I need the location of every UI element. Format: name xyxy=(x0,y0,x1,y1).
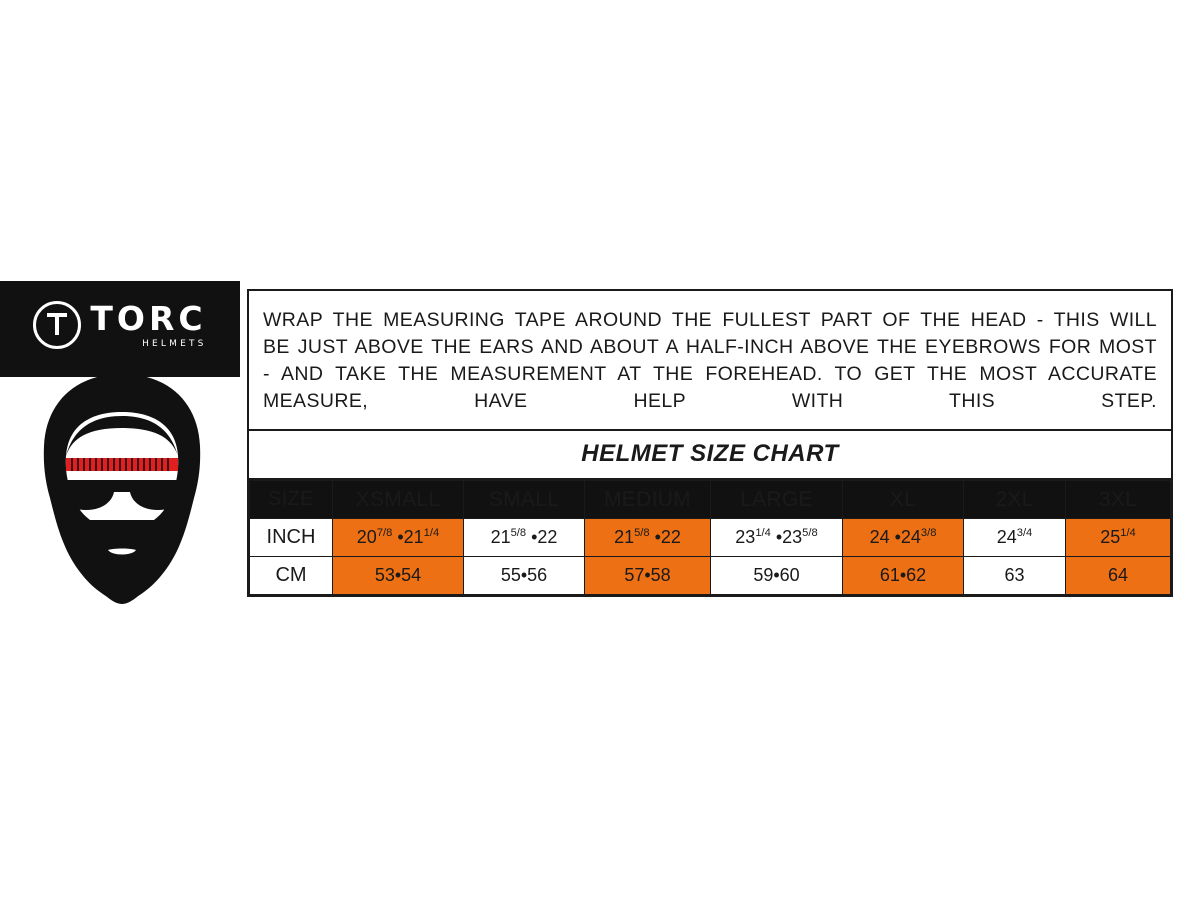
size-chart-block xyxy=(247,289,1173,597)
cell-inch-medium: $21^{5/8}$ •22 xyxy=(585,519,711,557)
cell-cm-xl: 61•62 xyxy=(843,557,964,595)
row-label-cm: CM xyxy=(250,557,333,595)
table-row xyxy=(250,557,1171,595)
cell-cm-medium: 57•58 xyxy=(585,557,711,595)
bearded-man-head-icon xyxy=(24,372,220,612)
cell-inch-xl: 24 $•24^{3/8}$ xyxy=(843,519,964,557)
cell-inch-2xl: $24^{3/4}$ xyxy=(964,519,1066,557)
brand-logo-box xyxy=(0,281,240,377)
brand-name: TORC xyxy=(90,298,207,338)
header-cell-size: SIZE xyxy=(250,481,333,519)
brand-lockup xyxy=(33,298,207,349)
cell-cm-3xl: 64 xyxy=(1066,557,1171,595)
header-cell-xsmall: XSMALL xyxy=(333,481,464,519)
header-cell-xl: XL xyxy=(843,481,964,519)
measuring-instructions xyxy=(249,291,1171,431)
row-label-inch: INCH xyxy=(250,519,333,557)
chart-title: HELMET SIZE CHART xyxy=(249,431,1171,480)
cell-inch-3xl: $25^{1/4}$ xyxy=(1066,519,1171,557)
cell-inch-small: $21^{5/8}$ •22 xyxy=(464,519,585,557)
table-row xyxy=(250,519,1171,557)
table-header-row xyxy=(250,481,1171,519)
header-cell-large: LARGE xyxy=(711,481,843,519)
cell-inch-xsmall: $20^{7/8}$ $•21^{1/4}$ xyxy=(333,519,464,557)
header-cell-medium: MEDIUM xyxy=(585,481,711,519)
torc-circle-t-icon xyxy=(33,301,81,349)
header-cell-small: SMALL xyxy=(464,481,585,519)
cell-cm-large: 59•60 xyxy=(711,557,843,595)
header-cell-3xl: 3XL xyxy=(1066,481,1171,519)
brand-wordmark xyxy=(90,298,207,349)
header-cell-2xl: 2XL xyxy=(964,481,1066,519)
instructions-text: WRAP THE MEASURING TAPE AROUND THE FULLEST PART OF THE HEAD - THIS WILL BE JUST ABOVE THE EARS AND ABOUT A HALF-INCH ABOVE THE EYEBROWS FOR MOST - AND TAKE THE MEASUREMENT AT THE FOREHEAD. TO GET THE MOST ACCURATE MEASURE, HAVE HELP WITH THIS STEP. xyxy=(263,309,1157,412)
helmet-size-table xyxy=(249,480,1171,595)
cell-cm-xsmall: 53•54 xyxy=(333,557,464,595)
brand-subtitle: HELMETS xyxy=(142,338,207,349)
cell-inch-large: $23^{1/4}$ $•23^{5/8}$ xyxy=(711,519,843,557)
cell-cm-small: 55•56 xyxy=(464,557,585,595)
cell-cm-2xl: 63 xyxy=(964,557,1066,595)
